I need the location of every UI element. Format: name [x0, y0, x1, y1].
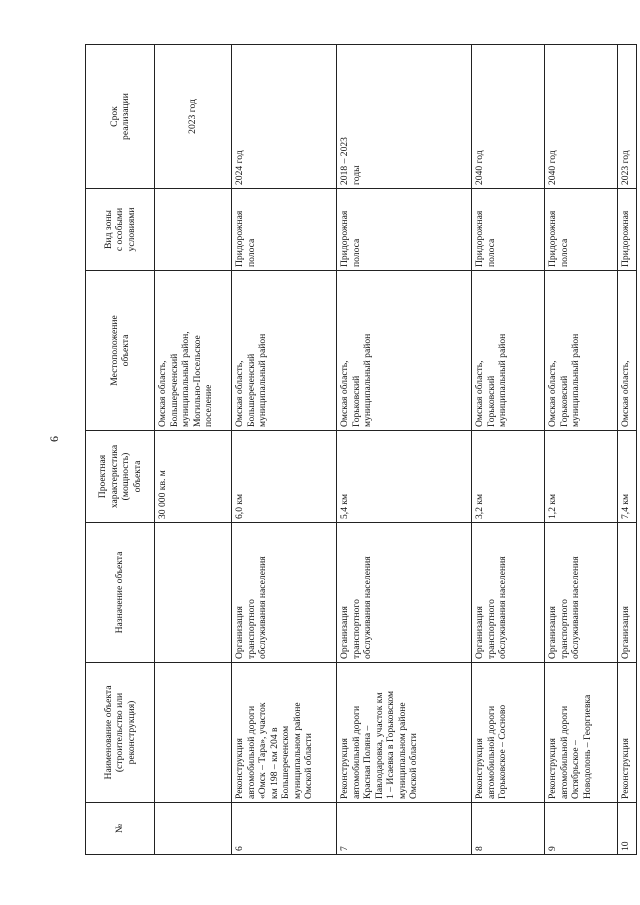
page-number: 6 — [47, 436, 61, 442]
cell-purpose — [155, 523, 232, 663]
cell-location: Омская область, Горьковский муниципальный район — [472, 271, 545, 431]
cell-purpose: Организация транспортного обслуживания населения — [232, 523, 337, 663]
cell-capacity: 30 000 кв. м — [155, 431, 232, 523]
cell-name — [155, 663, 232, 803]
cell-capacity: 1,2 км — [545, 431, 618, 523]
cell-zone: Придорожная полоса — [337, 189, 472, 271]
cell-zone — [155, 189, 232, 271]
cell-location: Омская область, Горьковский муниципальный район — [337, 271, 472, 431]
cell-purpose: Организация транспортного обслуживания населения — [472, 523, 545, 663]
cell-zone: Придорожная полоса — [545, 189, 618, 271]
table-row — [155, 45, 232, 855]
cell-zone: Придорожная полоса — [232, 189, 337, 271]
cell-num — [155, 803, 232, 855]
header-num: № — [86, 803, 155, 855]
cell-location: Омская область, — [618, 271, 637, 431]
cell-zone: Придорожная — [618, 189, 637, 271]
cell-zone: Придорожная полоса — [472, 189, 545, 271]
cell-location: Омская область, Большереченский муниципальный район, Могильно-Посельское поселение — [155, 271, 232, 431]
cell-capacity: 6,0 км — [232, 431, 337, 523]
cell-term: 2024 год — [232, 45, 337, 189]
cell-term: 2040 год — [545, 45, 618, 189]
cell-term: 2023 год — [155, 45, 232, 189]
cell-num: 9 — [545, 803, 618, 855]
cell-capacity: 7,4 км — [618, 431, 637, 523]
table-header-row — [86, 45, 155, 855]
header-zone: Вид зоны с особыми условиями — [86, 189, 155, 271]
cell-name: Реконструкция автомобильной дороги Горьковское – Сосново — [472, 663, 545, 803]
header-term: Срок реализации — [86, 45, 155, 189]
cell-name: Реконструкция автомобильной дороги Октябрьское – Новодолонь – Георгиевка — [545, 663, 618, 803]
rotated-page-content — [85, 45, 631, 855]
cell-term: 2018 – 2023 годы — [337, 45, 472, 189]
table-row — [472, 45, 545, 855]
cell-num: 10 — [618, 803, 637, 855]
cell-name: Реконструкция автомобильной дороги «Омск – Тара», участок км 198 – км 204 в Большереченском муниципальном районе Омской области — [232, 663, 337, 803]
cell-purpose: Организация транспортного обслуживания населения — [545, 523, 618, 663]
cell-purpose: Организация транспортного обслуживания населения — [337, 523, 472, 663]
cell-num: 7 — [337, 803, 472, 855]
cell-name: Реконструкция автомобильной дороги Красная Поляна – Павлодаровка, участок км 1 – Исаевка в Горьковском муниципальном районе Омской области — [337, 663, 472, 803]
table-row — [545, 45, 618, 855]
objects-table — [85, 44, 637, 855]
cell-location: Омская область, Большереченский муниципальный район — [232, 271, 337, 431]
cell-capacity: 5,4 км — [337, 431, 472, 523]
cell-term: 2023 год — [618, 45, 637, 189]
header-location: Местоположение объекта — [86, 271, 155, 431]
table-row — [618, 45, 637, 855]
cell-num: 6 — [232, 803, 337, 855]
cell-term: 2040 год — [472, 45, 545, 189]
header-purpose: Назначение объекта — [86, 523, 155, 663]
cell-name: Реконструкция — [618, 663, 637, 803]
cell-location: Омская область, Горьковский муниципальный район — [545, 271, 618, 431]
header-capacity: Проектная характеристика (мощность) объекта — [86, 431, 155, 523]
cell-num: 8 — [472, 803, 545, 855]
header-name: Наименование объекта (строительство или реконструкция) — [86, 663, 155, 803]
cell-purpose: Организация — [618, 523, 637, 663]
table-row — [337, 45, 472, 855]
table-row — [232, 45, 337, 855]
cell-capacity: 3,2 км — [472, 431, 545, 523]
